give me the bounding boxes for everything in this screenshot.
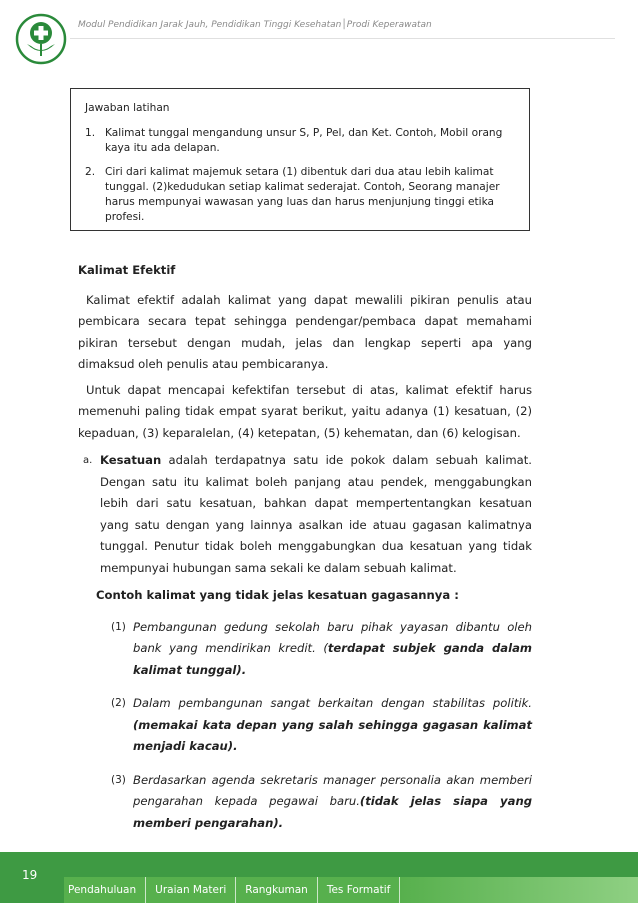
header-divider xyxy=(70,38,615,39)
footer-fade xyxy=(400,877,638,903)
section-heading: Kalimat Efektif xyxy=(78,263,176,277)
main-content xyxy=(78,260,532,846)
answer-box-title: Jawaban latihan xyxy=(85,102,170,114)
paragraph-requirements: Untuk dapat mencapai kefektifan tersebut di atas, kalimat efektif harus memenuhi paling tidak empat syarat berikut, yaitu adanya (1) kesatuan, (2) kepaduan, (3) keparalelan, (4) ketepatan, (5) kehematan, dan (6) kelogisan. xyxy=(78,382,532,440)
module-header-title: Modul Pendidikan Jarak Jauh, Pendidikan Tinggi Kesehatan│Prodi Keperawatan xyxy=(78,20,432,30)
nav-tab-pendahuluan[interactable]: Pendahuluan xyxy=(64,877,146,903)
example-item: (2) Dalam pembangunan sangat berkaitan dengan stabilitas politik. (memakai kata depan yang salah sehingga gagasan kalimat menjadi kacau). xyxy=(111,696,532,753)
nav-tab-tes-formatif[interactable]: Tes Formatif xyxy=(318,877,401,903)
example-item: (1) Pembangunan gedung sekolah baru pihak yayasan dibantu oleh bank yang mendirikan kredit. (terdapat subjek ganda dalam kalimat tunggal). xyxy=(111,619,532,677)
answer-item: 1. Kalimat tunggal mengandung unsur S, P, Pel, dan Ket. Contoh, Mobil orang kaya itu ada delapan. xyxy=(85,127,503,154)
footer-nav xyxy=(64,877,400,903)
answer-item: 2. Ciri dari kalimat majemuk setara (1) dibentuk dari dua atau lebih kalimat tunggal. (2)kedudukan setiap kalimat sederajat. Contoh, Seorang manajer harus mempunyai wawasan yang luas dan harus menjunjung tinggi etika profesi. xyxy=(85,166,500,223)
answer-list xyxy=(85,126,515,225)
nav-tab-rangkuman[interactable]: Rangkuman xyxy=(236,877,318,903)
example-item: (3) Berdasarkan agenda sekretaris manager personalia akan memberi pengarahan kepada pegawai baru.(tidak jelas siapa yang memberi pengarahan). xyxy=(111,772,532,830)
paragraph-definition: Kalimat efektif adalah kalimat yang dapat mewalili pikiran penulis atau pembicara secara tepat sehingga pendengar/pembaca dapat memahami pikiran tersebut dengan mudah, jelas dan lengkap seperti apa yang dimaksud oleh penulis atau pembicaranya. xyxy=(78,292,532,371)
bakti-husada-logo xyxy=(14,8,68,78)
example-heading: Contoh kalimat yang tidak jelas kesatuan gagasannya : xyxy=(96,588,459,602)
page-number: 19 xyxy=(22,868,38,882)
term-kesatuan: Kesatuan xyxy=(100,453,162,467)
answer-box xyxy=(70,88,530,231)
list-item-kesatuan: a. Kesatuan adalah terdapatnya satu ide pokok dalam sebuah kalimat. Dengan satu itu kalimat boleh panjang atau pendek, menggabungkan lebih dari satu kesatuan, bahkan dapat mempertentangkan kesatuan yang satu dengan yang lainnya asalkan ide atuau gagasan kalimatnya tunggal. Penutur tidak boleh menggabungkan dua kesatuan yang tidak mempunyai hubungan sama sekali ke dalam sebuah kalimat. xyxy=(83,453,532,575)
nav-tab-uraian-materi[interactable]: Uraian Materi xyxy=(146,877,236,903)
